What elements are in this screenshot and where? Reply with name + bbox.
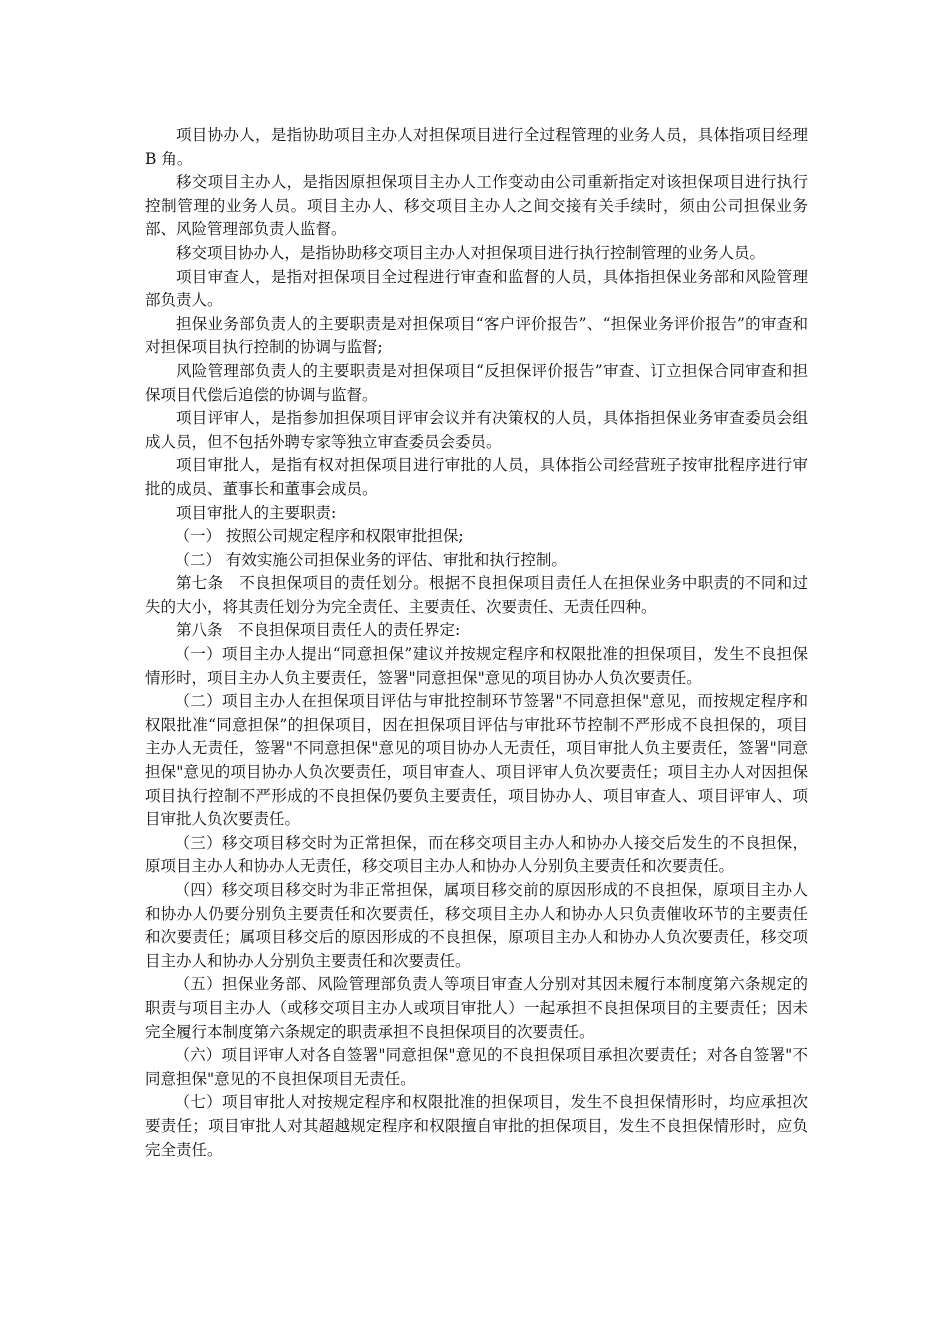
paragraph-project-reviewer: 项目审查人，是指对担保项目全过程进行审查和监督的人员，具体指担保业务部和风险管理部负责人。 [145, 267, 808, 310]
document-body [145, 124, 808, 1162]
paragraph-project-co-handler: 项目协办人，是指协助项目主办人对担保项目进行全过程管理的业务人员，具体指项目经理 B 角。 [145, 126, 808, 168]
paragraph-guarantee-dept-duty: 担保业务部负责人的主要职责是对担保项目“客户评价报告”、“担保业务评价报告”的审查和对担保项目执行控制的协调与监督; [145, 314, 808, 357]
list-item-approver-duty-1: （一） 按照公司规定程序和权限审批担保; [174, 527, 464, 546]
list-item-article-8-7: （七）项目审批人对按规定程序和权限批准的担保项目，发生不良担保情形时，均应承担次要责任；项目审批人对其超越规定程序和权限擅自审批的担保项目，发生不良担保情形时，应负完全责任。 [145, 1093, 808, 1159]
paragraph-approver-duties-heading: 项目审批人的主要职责: [176, 503, 337, 522]
list-item-article-8-2: （二）项目主办人在担保项目评估与审批控制环节签署"不同意担保"意见，而按规定程序和权限批准“同意担保”的担保项目，因在担保项目评估与审批环节控制不严形成不良担保的，项目主办人无责任，签署"不同意担保"意见的项目协办人无责任，项目审批人负主要责任，签署"同意担保"意见的项目协办人负次要责任，项目审查人、项目评审人负次要责任；项目主办人对因担保项目执行控制不严形成的不良担保仍要负主要责任，项目协办人、项目审查人、项目评审人、项目审批人负次要责任。 [145, 692, 808, 829]
paragraph-article-7: 第七条 不良担保项目的责任划分。根据不良担保项目责任人在担保业务中职责的不同和过失的大小，将其责任划分为完全责任、主要责任、次要责任、无责任四种。 [145, 574, 808, 616]
list-item-article-8-6: （六）项目评审人对各自签署"同意担保"意见的不良担保项目承担次要责任；对各自签署"不同意担保"意见的不良担保项目无责任。 [145, 1046, 808, 1088]
list-item-article-8-5: （五）担保业务部、风险管理部负责人等项目审查人分别对其因未履行本制度第六条规定的职责与项目主办人（或移交项目主办人或项目审批人）一起承担不良担保项目的主要责任；因未完全履行本制度第六条规定的职责承担不良担保项目的次要责任。 [145, 975, 808, 1041]
list-item-approver-duty-2: （二） 有效实施公司担保业务的评估、审批和执行控制。 [174, 550, 567, 569]
paragraph-transfer-co-handler: 移交项目协办人，是指协助移交项目主办人对担保项目进行执行控制管理的业务人员。 [176, 243, 766, 262]
paragraph-transfer-handler: 移交项目主办人，是指因原担保项目主办人工作变动由公司重新指定对该担保项目进行执行控制管理的业务人员。项目主办人、移交项目主办人之间交接有关手续时，须由公司担保业务部、风险管理部负责人监督。 [145, 173, 808, 239]
paragraph-project-approver: 项目审批人，是指有权对担保项目进行审批的人员，具体指公司经营班子按审批程序进行审批的成员、董事长和董事会成员。 [145, 456, 808, 498]
list-item-article-8-4: （四）移交项目移交时为非正常担保，属项目移交前的原因形成的不良担保，原项目主办人和协办人仍要分别负主要责任和次要责任，移交项目主办人和协办人只负责催收环节的主要责任和次要责任；属项目移交后的原因形成的不良担保，原项目主办人和协办人负次要责任，移交项目主办人和协办人分别负主要责任和次要责任。 [145, 881, 808, 970]
list-item-article-8-1: （一）项目主办人提出“同意担保”建议并按规定程序和权限批准的担保项目，发生不良担保情形时，项目主办人负主要责任，签署"同意担保"意见的项目协办人负次要责任。 [145, 645, 808, 687]
paragraph-project-evaluator: 项目评审人，是指参加担保项目评审会议并有决策权的人员，具体指担保业务审查委员会组成人员，但不包括外聘专家等独立审查委员会委员。 [145, 409, 808, 451]
list-item-article-8-3: （三）移交项目移交时为正常担保，而在移交项目主办人和协办人接交后发生的不良担保，原项目主办人和协办人无责任，移交项目主办人和协办人分别负主要责任和次要责任。 [145, 833, 808, 876]
paragraph-risk-dept-duty: 风险管理部负责人的主要职责是对担保项目“反担保评价报告”审查、订立担保合同审查和担保项目代偿后追偿的协调与监督。 [145, 361, 808, 404]
paragraph-article-8: 第八条 不良担保项目责任人的责任界定: [176, 621, 461, 640]
